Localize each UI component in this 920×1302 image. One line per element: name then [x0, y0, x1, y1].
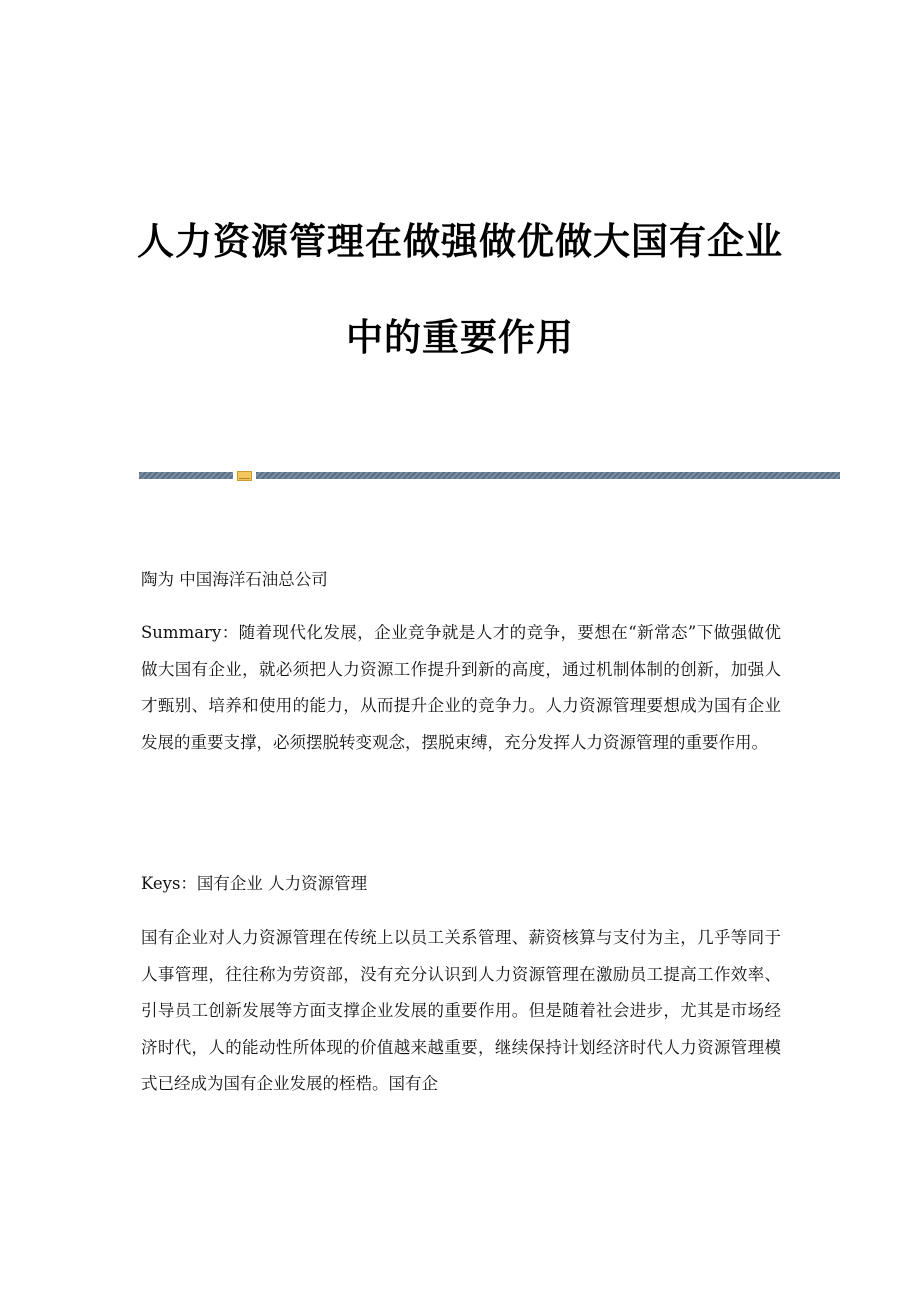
divider-bar-left — [139, 472, 233, 479]
keywords-line: Keys：国有企业 人力资源管理 — [141, 874, 368, 893]
summary-paragraph: Summary：随着现代化发展，企业竞争就是人才的竞争，要想在“新常态”下做强做优做大国有企业，就必须把人力资源工作提升到新的高度，通过机制体制的创新，加强人才甄别、培养和使用的能力，从而提升企业的竞争力。人力资源管理要想成为国有企业发展的重要支撑，必须摆脱转变观念，摆脱束缚，充分发挥人力资源管理的重要作用。 — [141, 623, 781, 752]
author-line: 陶为 中国海洋石油总公司 — [141, 570, 328, 589]
divider-bar-right — [256, 472, 840, 479]
title-line-1: 人力资源管理在做强做优做大国有企业 — [137, 220, 783, 263]
envelope-icon — [237, 471, 252, 481]
body-paragraph: 国有企业对人力资源管理在传统上以员工关系管理、薪资核算与支付为主，几乎等同于人事管理，往往称为劳资部，没有充分认识到人力资源管理在激励员工提高工作效率、引导员工创新发展等方面支撑企业发展的重要作用。但是随着社会进步，尤其是市场经济时代，人的能动性所体现的价值越来越重要，继续保持计划经济时代人力资源管理模式已经成为国有企业发展的桎梏。国有企 — [141, 928, 781, 1093]
title-divider — [139, 471, 840, 480]
title-line-2: 中的重要作用 — [346, 316, 574, 359]
